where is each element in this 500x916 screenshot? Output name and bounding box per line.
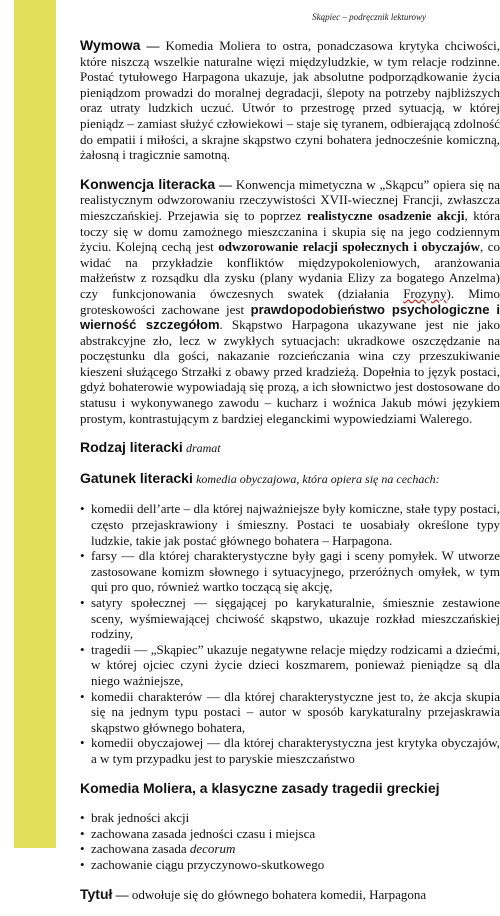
rodzaj-value: dramat	[185, 441, 221, 456]
konwencja-text-3: , co widać na przykładzie konfliktów międzypokoleniowych, aranżowania małżeństw z rozsądku dla zysku (plany wydania Elizy za bogatego Anzelma) czy funkcjonowania ówczesnych swatek (działania	[80, 239, 500, 301]
list-item: • komedii charakterów — dla której charakterystyczne jest to, że akcja skupia się na jednym typu postaci – autor w sposób karykaturalny przejaskrawia skąpstwo głównego bohatera,	[91, 689, 500, 736]
konwencja-bold-2: odwzorowanie relacji społecznych i obyczajów	[218, 239, 480, 255]
spellcheck-word[interactable]: Frozyny	[403, 285, 447, 301]
margin-color-band	[14, 0, 56, 848]
list-item: • komedii obyczajowej — dla której charakterystyczna jest krytyka obyczajów, a w tym przypadku jest to paryskie mieszczaństwo	[91, 735, 500, 766]
heading-gatunek: Gatunek literacki	[80, 469, 193, 486]
konwencja-bold-1: realistyczne osadzenie akcji	[306, 207, 465, 223]
list-item	[91, 841, 500, 857]
heading-konwencja: Konwencja literacka	[80, 175, 216, 192]
konwencja-bold-3: prawdopodobieństwo psychologiczne i wierność szczegółom	[80, 301, 500, 333]
heading-dash: —	[146, 38, 160, 53]
klasyczne-list	[80, 810, 500, 872]
document-body	[80, 38, 500, 916]
list-item: • komedii dell’arte – dla której najważniejsze były komiczne, stałe typy postaci, często przejaskrawiony i śmieszny. Postaci te uosabiały określone typy ludzkie, takie jak postać głównego bohatera – Harpagona.	[91, 501, 500, 548]
tytul-text: odwołuje się do głównego bohatera komedii, Harpagona	[131, 886, 427, 902]
running-head: Skąpiec – podręcznik lekturowy	[312, 12, 426, 22]
heading-tytul: Tytuł	[80, 885, 113, 902]
konwencja-text-1: Konwencja mimetyczna w „Skąpcu” opiera się na realistycznym odwzorowaniu rzeczywistości XVII-wiecznej Francji, zwłaszcza mieszczańskiej. Przejawia się to poprzez	[80, 176, 500, 223]
paragraph-rodzaj	[80, 440, 500, 457]
list-item: • zachowanie ciągu przyczynowo-skutkowego	[91, 857, 500, 873]
paragraph-klasyczne	[80, 781, 500, 797]
konwencja-text-5: . Skąpstwo Harpagona ukazywane jest nie jako abstrakcyjne zło, lecz w zwykłych sytuacjach: ukradkowe oszczędzanie na poczęstunku dla gości, nakazanie rozcieńczania wina czy przeszukiwanie kieszeni służącego Strzałki z obawy przed kradzieżą. Dopełnia to język postaci, gdyż bohaterowie wypowiadają się prozą, a ich słownictwo jest dostosowane do statusu i wykonywanego zawodu – kucharz i woźnica Jakub mówi językiem prostym, kontrastującym z bardziej eleganckimi wypowiedziami Walerego.	[80, 317, 500, 426]
heading-klasyczne: Komedia Moliera, a klasyczne zasady tragedii greckiej	[80, 779, 440, 796]
wymowa-text: Komedia Moliera to ostra, ponadczasowa krytyka chciwości, które niszczą wszelkie naturalne więzi międzyludzkie, w tym relacje rodzinne. Postać tytułowego Harpagona ukazuje, jak absolutne podporządkowanie życia pieniądzom prowadzi do moralnej degradacji, ślepoty na potrzeby najbliższych oraz utraty ludzkich uczuć. Utwór to przestrogę przed sytuacją, w której pieniądz – zamiast służyć człowiekowi – staje się tyranem, odbierającą zdolność do empatii i miłości, a skrajne skąpstwo czyni bohatera jednocześnie komiczną, żałosną i tragicznie samotną.	[80, 38, 500, 163]
decorum-term: decorum	[189, 841, 236, 857]
heading-wymowa: Wymowa	[80, 37, 141, 53]
list-item-text: zachowana zasada	[91, 841, 190, 857]
gatunek-list	[80, 501, 500, 766]
paragraph-konwencja	[80, 177, 500, 427]
list-item: • satyry społecznej — sięgającej po karykaturalnie, śmiesznie zestawione sceny, wyśmiewającej chciwość skąpstwo, ukazuje rozkład mieszczańskiej rodziny,	[91, 595, 500, 642]
heading-rodzaj: Rodzaj literacki	[80, 439, 183, 456]
list-item: • zachowana zasada jedności czasu i miejsca	[91, 826, 500, 842]
paragraph-tytul	[80, 887, 500, 903]
left-margin	[0, 0, 14, 848]
konwencja-text-2: , która toczy się w domu zamożnego mieszczanina i skupia się na jego codziennym życiu. Kolejną cechą jest	[80, 207, 500, 255]
konwencja-text-4: ). Mimo groteskowości zachowane jest	[80, 285, 500, 317]
list-item: • farsy — dla której charakterystyczne były gagi i sceny pomyłek. W utworze zastosowane komizm słownego i sytuacyjnego, przeróżnych omyłek, w tym qui pro quo, również wartko toczącą się akcję,	[91, 548, 500, 595]
paragraph-gatunek	[80, 471, 500, 488]
gatunek-value: komedia obyczajowa, która opiera się na cechach:	[196, 471, 440, 486]
list-item: • tragedii — „Skąpiec” ukazuje negatywne relacje między rodzicami a dziećmi, w której ojciec czyni życie dzieci koszmarem, ponieważ pieniądze są dla niego ważniejsze,	[91, 642, 500, 689]
heading-dash: —	[219, 176, 233, 192]
document-page	[56, 0, 500, 902]
paragraph-wymowa	[80, 38, 500, 163]
heading-dash: —	[115, 886, 129, 902]
list-item: • brak jedności akcji	[91, 810, 500, 826]
